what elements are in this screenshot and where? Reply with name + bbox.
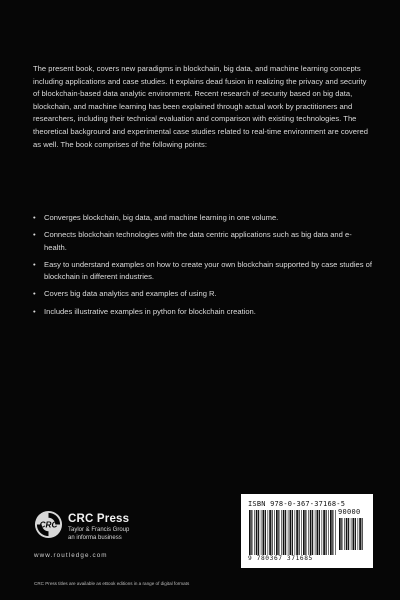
barcode-bar (285, 510, 286, 555)
barcode-bar (288, 510, 289, 555)
barcode-bar (299, 510, 300, 555)
barcode-bar (335, 510, 336, 555)
key-points-list (33, 212, 373, 323)
publisher-group: Taylor & Francis Group (68, 527, 130, 533)
barcode-bar (283, 510, 285, 555)
isbn-barcode (241, 494, 373, 568)
barcode-bar (346, 518, 348, 550)
barcode-bar (303, 510, 305, 555)
barcode-bar (254, 510, 255, 555)
barcode-bar (290, 510, 292, 555)
barcode-bar (315, 510, 316, 555)
ebook-note: CRC Press titles are available as eBook editions in a range of digital formats (34, 581, 190, 586)
barcode-bar (348, 518, 349, 550)
barcode-bar (296, 510, 298, 555)
barcode-bar (328, 510, 329, 555)
barcode-bar (305, 510, 306, 555)
barcode-bar (268, 510, 269, 555)
key-point: • Easy to understand examples on how to create your own blockchain supported by case studies of blockchain in different industries. (33, 259, 373, 284)
price-barcode-icon (339, 518, 365, 550)
barcode-bar (355, 518, 356, 550)
barcode-bar (322, 510, 323, 555)
barcode-bar (330, 510, 332, 555)
publisher-website[interactable]: www.routledge.com (34, 552, 108, 559)
barcode-bar (251, 510, 252, 555)
barcode-bar (312, 510, 313, 555)
barcode-bar (308, 510, 309, 555)
barcode-bar (281, 510, 282, 555)
barcode-bar (261, 510, 262, 555)
barcode-bar (256, 510, 258, 555)
publisher-tagline: an informa business (68, 534, 122, 541)
barcode-bar (276, 510, 278, 555)
barcode-bar (341, 518, 342, 550)
barcode-bar (362, 518, 363, 550)
barcode-bar (358, 518, 359, 550)
publisher-name: CRC Press (68, 513, 130, 525)
barcode-bar (292, 510, 293, 555)
barcode-bar (326, 510, 327, 555)
barcode-bar (344, 518, 345, 550)
barcode-bar (323, 510, 325, 555)
barcode-bar (249, 510, 251, 555)
barcode-bar (295, 510, 296, 555)
barcode-bar (258, 510, 259, 555)
isbn-label: ISBN 978-0-367-37168-5 (248, 500, 346, 508)
barcode-bar (339, 518, 341, 550)
barcode-bar (263, 510, 265, 555)
key-point: • Covers big data analytics and examples of using R. (33, 288, 373, 301)
crc-logo-icon (34, 510, 63, 539)
barcode-bar (319, 510, 320, 555)
key-point: • Includes illustrative examples in python for blockchain creation. (33, 306, 373, 319)
barcode-bar (278, 510, 279, 555)
barcode-bar (353, 518, 355, 550)
barcode-bar (332, 510, 333, 555)
barcode-bar (274, 510, 275, 555)
barcode-bar (269, 510, 271, 555)
barcode-bar (310, 510, 312, 555)
barcode-number: 9 780367 371685 (248, 555, 313, 562)
barcode-bar (317, 510, 319, 555)
barcode-bar (272, 510, 273, 555)
book-description: The present book, covers new paradigms in blockchain, big data, and machine learning concepts including applications and case studies. It explains dead fusion in realizing the privacy and security of blockchain-based data analytic environment. Recent research of security based on big data, blockchain, and machine learning has been explained through actual work by practitioners and researchers, including their technical evaluation and comparison with existing technologies. The theoretical background and experimental case studies related to real-time environment are covered as well. The book comprises of the following points: (33, 64, 368, 149)
barcode-bar (265, 510, 266, 555)
svg-text:CRC: CRC (39, 520, 58, 530)
barcode-bar (359, 518, 361, 550)
price-code: 90000 (338, 508, 361, 516)
barcode-icon (249, 510, 337, 555)
barcode-bar (351, 518, 352, 550)
key-point: • Connects blockchain technologies with the data centric applications such as big data and e-health. (33, 229, 373, 254)
barcode-bar (301, 510, 302, 555)
key-point: • Converges blockchain, big data, and machine learning in one volume. (33, 212, 373, 225)
